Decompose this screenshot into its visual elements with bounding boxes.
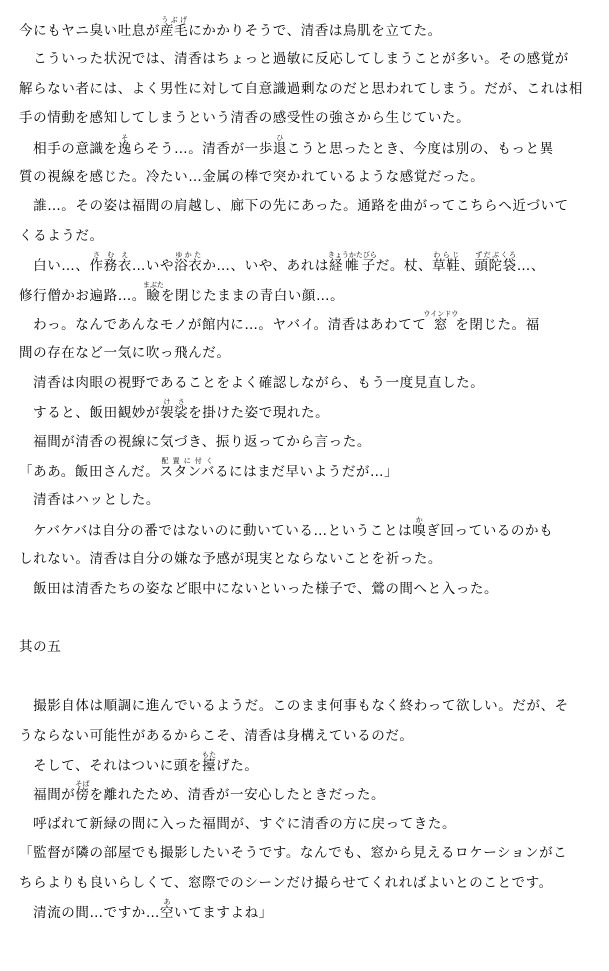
ruby-base: スタンバ bbox=[159, 464, 215, 480]
text-run: 修行僧かお遍路…。 bbox=[19, 287, 146, 304]
text-run: そして、それはついに頭を bbox=[19, 758, 203, 774]
text-run: らそう…。清香が一歩 bbox=[131, 140, 273, 157]
text-line bbox=[19, 251, 599, 280]
ruby-reading: 配置に付く bbox=[159, 457, 215, 465]
text-run: うならない可能性があるからこそ、清香は身構えているのだ。 bbox=[19, 727, 414, 744]
text-run: を閉じた。福 bbox=[455, 317, 540, 333]
ruby-reading: まぶた bbox=[142, 280, 164, 289]
text-line bbox=[19, 839, 599, 868]
text-line bbox=[19, 339, 599, 368]
ruby-word bbox=[412, 515, 427, 539]
text-line bbox=[19, 222, 599, 251]
text-run: 「監督が隣の部屋でも撮影したいそうです。なんでも、窓から見えるロケーションがこ bbox=[19, 845, 568, 862]
text-run: だ。杖、 bbox=[375, 258, 433, 275]
ruby-reading: か bbox=[412, 515, 427, 524]
ruby-base: 浴衣 bbox=[174, 258, 203, 275]
text-run: くるようだ。 bbox=[19, 227, 104, 244]
text-line bbox=[19, 692, 599, 721]
ruby-word bbox=[159, 457, 215, 480]
ruby-base: 袈裟 bbox=[160, 405, 189, 422]
ruby-word bbox=[174, 251, 203, 275]
text-run: ちらよりも良いらしくて、窓際でのシーンだけ撮らせてくれればよいとのことです。 bbox=[19, 874, 553, 891]
ruby-reading: ずだぶくろ bbox=[474, 251, 517, 260]
text-run: 「ああ。飯田さんだ。 bbox=[19, 464, 160, 480]
text-run: 手の情動を感知してしまうという清香の感受性の強さから生じていた。 bbox=[19, 110, 471, 127]
ruby-base: 瞼 bbox=[142, 287, 164, 304]
ruby-base: 作務衣 bbox=[89, 258, 132, 275]
text-line bbox=[19, 16, 599, 45]
text-run: 呼ばれて新緑の間に入った福間が、すぐに清香の方に戻ってきた。 bbox=[19, 815, 457, 832]
ruby-reading: もた bbox=[202, 751, 217, 759]
text-line bbox=[19, 310, 599, 339]
text-line bbox=[19, 486, 599, 515]
ruby-base: 嗅 bbox=[412, 522, 427, 539]
ruby-word bbox=[423, 310, 459, 333]
ruby-word bbox=[272, 133, 287, 157]
text-line bbox=[19, 516, 599, 545]
text-line bbox=[19, 428, 599, 457]
ruby-word bbox=[160, 398, 189, 422]
text-run: 相手の意識を bbox=[19, 140, 118, 157]
text-line bbox=[19, 545, 599, 574]
ruby-reading: あ bbox=[160, 898, 175, 906]
text-run: 福間が清香の視線に気づき、振り返ってから言った。 bbox=[19, 433, 371, 450]
text-run: るにはまだ早いようだが…」 bbox=[214, 464, 399, 480]
text-line bbox=[19, 575, 599, 604]
text-line bbox=[19, 45, 599, 74]
text-run: わっ。なんであんなモノが館内に…。ヤバイ。清香はあわてて bbox=[19, 317, 427, 333]
text-line bbox=[19, 134, 599, 163]
text-line bbox=[19, 163, 599, 192]
ruby-reading: ゆかた bbox=[174, 251, 203, 260]
ruby-word bbox=[142, 280, 164, 304]
ruby-base: 頭陀袋 bbox=[474, 258, 517, 275]
text-line bbox=[19, 633, 599, 662]
ruby-word bbox=[75, 780, 90, 804]
ruby-base: 草鞋 bbox=[432, 258, 461, 275]
ruby-base: 窓 bbox=[423, 317, 459, 333]
text-line bbox=[19, 398, 599, 427]
ruby-base: 退 bbox=[272, 140, 287, 157]
blank-line bbox=[19, 604, 599, 633]
text-run: こうと思ったとき、今度は別の、もっと異 bbox=[286, 140, 554, 157]
blank-line bbox=[19, 663, 599, 692]
text-run: 今にもヤニ臭い吐息が bbox=[19, 23, 160, 39]
text-run: 福間が bbox=[19, 787, 76, 804]
ruby-reading: けさ bbox=[160, 398, 189, 407]
text-run: ケバケバは自分の番ではないのに動いている…ということは bbox=[19, 522, 413, 539]
text-run: 清流の間…ですか… bbox=[19, 905, 160, 921]
text-run: 撮影自体は順調に進んでいるようだ。このまま何事もなく終わって欲しい。だが、そ bbox=[19, 698, 569, 715]
text-run: を離れたため、清香が一安心したときだった。 bbox=[89, 787, 386, 804]
text-run: 誰…。その姿は福間の肩越し、廊下の先にあった。通路を曲がってこちらへ近づいて bbox=[19, 198, 569, 215]
ruby-word bbox=[117, 133, 132, 157]
ruby-word bbox=[202, 751, 217, 774]
text-run: を掛けた姿で現れた。 bbox=[188, 405, 330, 422]
text-run: しれない。清香は自分の嫌な予感が現実とならないことを祈った。 bbox=[19, 551, 442, 568]
text-run: か…、いや、あれは bbox=[202, 258, 329, 275]
ruby-base: 逸 bbox=[117, 140, 132, 157]
text-line bbox=[19, 369, 599, 398]
text-run: 間の存在など一気に吹っ飛んだ。 bbox=[19, 345, 231, 362]
text-run: すると、飯田観妙が bbox=[19, 405, 160, 422]
ruby-base: 擡 bbox=[202, 758, 217, 774]
text-line bbox=[19, 192, 599, 221]
text-run: 解らない者には、よく男性に対して自意識過剰なのだと思われてしまう。だが、これは相 bbox=[19, 80, 583, 97]
text-run: 清香は肉眼の視野であることをよく確認しながら、もう一度見直した。 bbox=[19, 374, 485, 391]
text-run: …、 bbox=[516, 258, 545, 275]
text-run: 其の五 bbox=[19, 639, 62, 656]
text-run: 、 bbox=[460, 258, 475, 275]
ruby-reading: そば bbox=[75, 780, 90, 789]
text-run: 白い…、 bbox=[19, 258, 90, 275]
ruby-reading: きょうかたびら bbox=[327, 251, 377, 260]
ruby-word bbox=[327, 251, 377, 275]
text-line bbox=[19, 104, 599, 133]
text-run: いてますよね」 bbox=[174, 905, 273, 921]
text-run: こういった状況では、清香はちょっと過敏に反応してしまうことが多い。その感覚が bbox=[19, 51, 569, 68]
ruby-word bbox=[432, 251, 461, 275]
text-line bbox=[19, 869, 599, 898]
text-line bbox=[19, 898, 599, 927]
ruby-word bbox=[474, 251, 517, 275]
ruby-base: 経帷子 bbox=[327, 258, 377, 275]
ruby-reading: ひ bbox=[272, 133, 287, 142]
ruby-word bbox=[160, 898, 175, 921]
text-line bbox=[19, 780, 599, 809]
text-run: ぎ回っているのかも bbox=[426, 522, 554, 539]
ruby-reading: うぶげ bbox=[160, 16, 189, 24]
ruby-word bbox=[89, 251, 132, 275]
ruby-reading: そ bbox=[117, 133, 132, 142]
ruby-base: 傍 bbox=[75, 787, 90, 804]
text-line bbox=[19, 810, 599, 839]
text-line bbox=[19, 722, 599, 751]
ruby-reading: ウインドウ bbox=[423, 310, 459, 318]
text-run: を閉じたままの青白い顔…。 bbox=[160, 287, 345, 304]
ruby-word bbox=[160, 16, 189, 39]
text-run: 清香はハッとした。 bbox=[19, 492, 160, 509]
text-line bbox=[19, 751, 599, 780]
text-run: にかかりそうで、清香は鳥肌を立てた。 bbox=[188, 23, 442, 39]
text-run: 飯田は清香たちの姿など眼中にないといった様子で、鶯の間へと入った。 bbox=[19, 580, 499, 597]
ruby-reading: さむえ bbox=[89, 251, 132, 260]
ruby-base: 空 bbox=[160, 905, 175, 921]
text-run: …いや bbox=[131, 258, 175, 275]
text-run: げた。 bbox=[216, 758, 259, 774]
ruby-base: 産毛 bbox=[160, 23, 189, 39]
text-line bbox=[19, 281, 599, 310]
text-line bbox=[19, 75, 599, 104]
text-run: 質の視線を感じた。冷たい…金属の棒で突かれているような感覚だった。 bbox=[19, 169, 485, 185]
ruby-reading: わらじ bbox=[432, 251, 461, 260]
text-line bbox=[19, 457, 599, 486]
